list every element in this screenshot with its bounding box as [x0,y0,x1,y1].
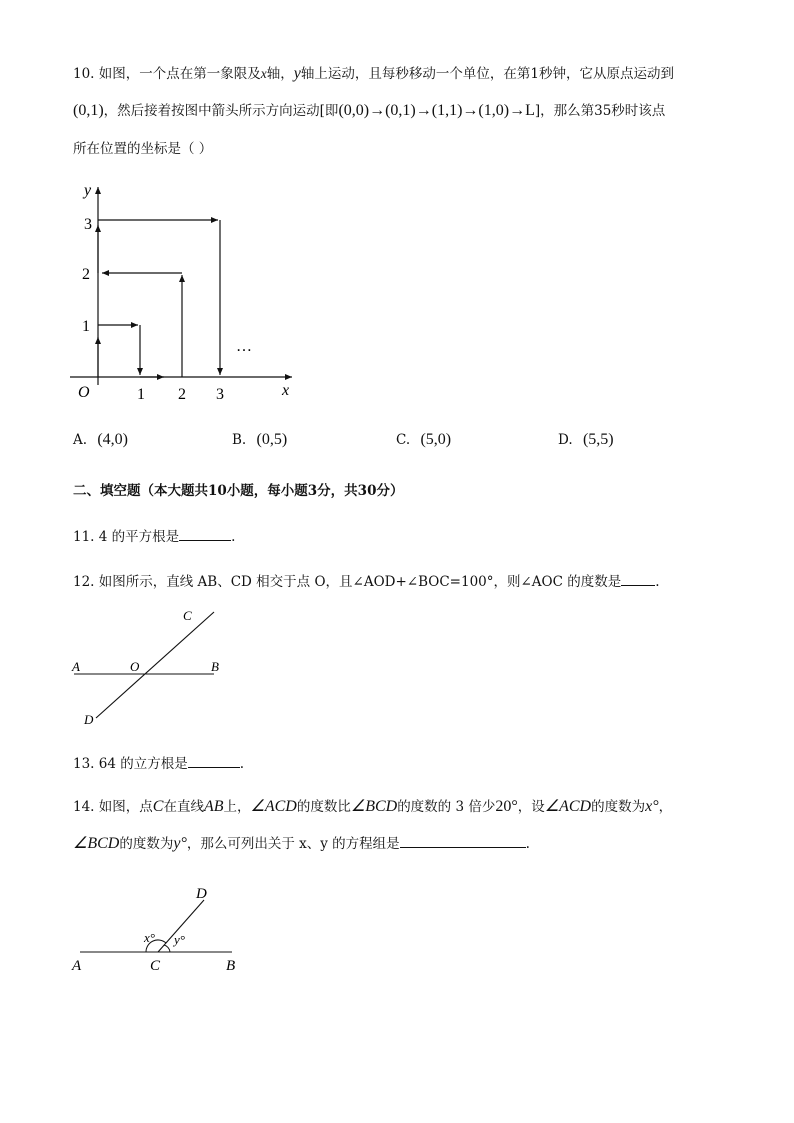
q14-answer-blank[interactable] [400,833,526,848]
option-c-letter: C. [396,432,411,448]
q10-start-point: (0,1) [73,102,104,119]
option-a-value: (4,0) [97,431,128,448]
x-axis-label: x [282,382,290,399]
q12 [73,571,660,592]
option-b-letter: B. [232,432,247,448]
q12-text: 12. 如图所示，直线 AB、CD 相交于点 O，且∠AOD+∠BOC=100°，则∠AOC 的度数是 [73,574,622,590]
q13 [73,753,244,774]
q14-figure [66,880,256,980]
q14-text-i: 的度数为 [119,836,174,852]
x-tick-1: 1 [137,386,145,403]
q11-text: 11. 4 的平方根是 [73,529,180,545]
q14-x-degree: x° [645,798,659,815]
q14-angle-acd-2: ∠ACD [544,798,592,815]
label-x-degree: x° [144,930,155,945]
continuation-dots: … [236,338,252,355]
label-y-degree: y° [174,932,185,947]
q10-line3 [73,139,212,159]
y-tick-2: 2 [82,266,90,283]
q14-text-c: 上， [223,799,251,815]
q14-angle-bcd-2: ∠BCD [73,835,120,852]
q14-text-d: 的度数比 [296,799,351,815]
q13-answer-blank[interactable] [188,753,240,768]
angle-arc-y [164,945,170,952]
option-a[interactable] [73,430,128,450]
y-tick-3: 3 [84,216,92,233]
option-d-letter: D. [558,432,573,448]
q14-y-degree: y° [173,835,187,852]
q10-arrow-3: → [462,102,479,119]
q10-arrow-1: → [369,102,386,119]
q10-path-0: (0,0) [338,102,370,119]
q12-answer-blank[interactable] [621,571,655,586]
q14-text-j: ，那么可列出关于 x、y 的方程组是 [186,836,400,852]
option-c[interactable] [396,430,451,450]
q14-number: 14. [73,799,95,815]
label-c: C [183,608,192,623]
section-2-heading: 二、填空题（本大题共10小题，每小题3分，共30分） [73,483,404,499]
q14-text-g: 的度数为 [591,799,646,815]
q10-arrow-4: → [509,102,526,119]
q12-end: . [655,574,660,590]
label-a: A [72,659,80,674]
q10-figure [60,175,310,405]
q10-text-f: 所在位置的坐标是（ ） [73,141,213,157]
y-tick-1: 1 [82,318,90,335]
q10-path-3: (1,0) [478,102,510,119]
q10-text-c: 轴上运动，且每秒移动一个单位，在第1秒钟，它从原点运动到 [300,66,674,82]
label-b: B [226,958,236,974]
label-d: D [84,712,94,727]
q14-line1 [73,797,672,817]
q10-path-1: (0,1) [385,102,416,119]
option-a-letter: A. [73,432,88,448]
x-tick-3: 3 [216,386,224,403]
q14-line2 [73,833,530,854]
q10-path-2: (1,1) [431,102,463,119]
q10-number: 10. [73,66,95,82]
q13-text: 13. 64 的立方根是 [73,756,188,772]
q14-angle-acd: ∠ACD [250,798,297,815]
q13-end: . [239,756,245,772]
q10-line2 [73,101,665,121]
q10-ellipsis: L [525,102,535,119]
line-cd [96,612,214,718]
q10-arrow-2: → [415,102,432,119]
q14-twenty: 20° [495,798,518,815]
q10-var-y: y [293,65,301,82]
q10-text-e: ]，那么第35秒时该点 [534,103,666,119]
option-b[interactable] [232,430,287,450]
q11 [73,526,235,547]
option-d[interactable] [558,430,614,450]
option-d-value: (5,5) [582,431,614,448]
q14-text-e: 的度数的 3 倍少 [397,799,496,815]
q14-text-a: 如图，点 [98,799,153,815]
q10-text-a: 如图，一个点在第一象限及 [98,66,261,82]
label-c: C [150,958,161,974]
label-o: O [130,659,140,674]
q11-end: . [231,529,236,545]
y-axis-label: y [84,182,92,199]
q14-point-c: C [152,798,164,815]
q14-text-b: 在直线 [163,799,204,815]
q14-text-h: ， [658,799,673,815]
option-c-value: (5,0) [420,431,452,448]
q10-line1 [73,64,674,84]
label-a: A [72,958,82,974]
label-b: B [211,659,219,674]
x-tick-2: 2 [178,386,186,403]
q10-text-d: ，然后接着按图中箭头所示方向运动[即 [103,103,339,119]
label-d: D [196,886,207,902]
origin-label: O [78,384,90,401]
option-b-value: (0,5) [256,431,288,448]
q14-end: . [525,836,530,852]
q14-text-f: ，设 [517,799,545,815]
q12-figure [66,604,236,734]
q10-var-x: x [260,66,267,81]
q14-angle-bcd: ∠BCD [350,798,398,815]
q10-text-b: 轴， [266,66,294,82]
q11-answer-blank[interactable] [179,526,231,541]
q14-line-ab: AB [203,798,224,815]
